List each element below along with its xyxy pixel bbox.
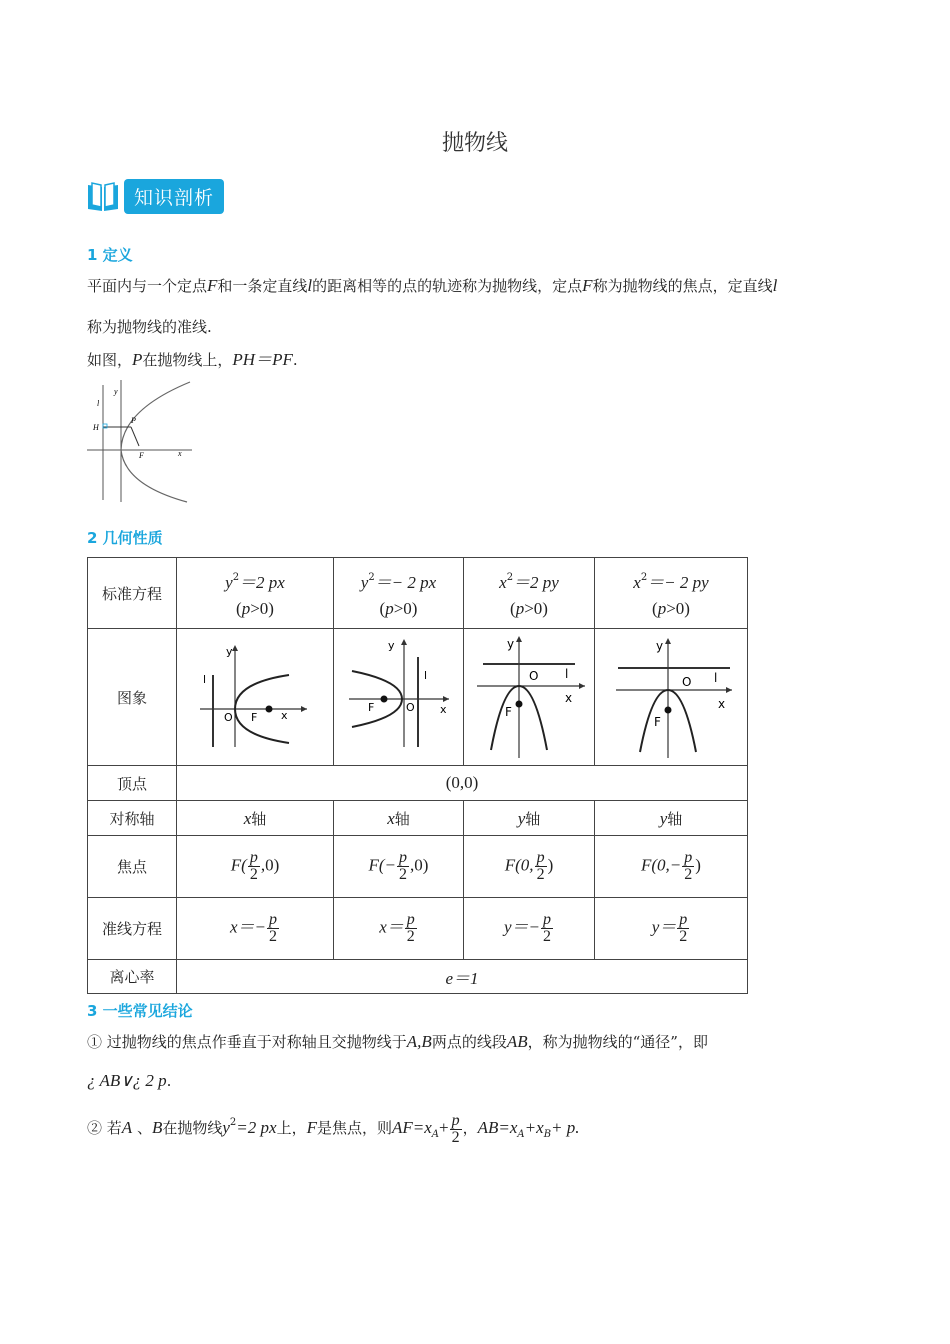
eccentricity-cell: e＝1 <box>177 960 748 994</box>
svg-text:F: F <box>505 705 512 719</box>
table-row-vertex <box>88 766 748 801</box>
definition-line-3: 如图，P在抛物线上，PH＝PF. <box>87 350 298 369</box>
conclusion-1-line-2: ¿ AB∨¿ 2 p. <box>87 1071 172 1090</box>
directrix-cell: y＝ $\frac{p}{2}$ <box>595 898 748 960</box>
parabola-up-graph <box>469 630 589 760</box>
equation-cell: $x^2=2$ py (p>0) <box>464 558 595 629</box>
directrix-cell: x＝ $\frac{p}{2}$ <box>334 898 464 960</box>
section-banner <box>86 178 224 214</box>
svg-text:F: F <box>139 451 144 460</box>
table-row-directrix <box>88 898 748 960</box>
svg-text:l: l <box>565 667 569 681</box>
svg-text:y: y <box>226 645 233 658</box>
section-heading-conclusions: 3 一些常见结论 <box>87 1002 193 1020</box>
row-header: 离心率 <box>88 960 177 994</box>
directrix-cell: y＝− $\frac{p}{2}$ <box>464 898 595 960</box>
focus-cell: F(− $\frac{p}{2}$ ,0) <box>334 836 464 898</box>
svg-text:x: x <box>439 703 447 716</box>
svg-text:l: l <box>714 671 718 685</box>
axis-cell: y轴 <box>464 801 595 836</box>
svg-text:y: y <box>387 639 395 652</box>
directrix-cell: x＝− $\frac{p}{2}$ <box>177 898 334 960</box>
definition-line-1: 平面内与一个定点F和一条定直线l的距离相等的点的轨迹称为抛物线，定点F称为抛物线的焦点，定直线l <box>87 276 778 295</box>
section-heading-definition: 1 定义 <box>87 246 133 264</box>
svg-text:x: x <box>565 691 573 705</box>
vertex-cell: (0,0) <box>177 766 748 801</box>
svg-text:O: O <box>224 711 233 724</box>
graph-cell <box>464 629 595 766</box>
row-header: 标准方程 <box>88 558 177 629</box>
definition-figure <box>87 380 197 505</box>
definition-line-2: 称为抛物线的准线. <box>87 318 212 336</box>
book-icon <box>86 179 120 213</box>
table-row-axis <box>88 801 748 836</box>
svg-text:P: P <box>131 416 136 425</box>
svg-text:F: F <box>251 711 258 724</box>
row-header: 准线方程 <box>88 898 177 960</box>
row-header: 对称轴 <box>88 801 177 836</box>
svg-text:x: x <box>281 709 288 722</box>
svg-text:l: l <box>203 673 207 686</box>
svg-text:O: O <box>682 675 692 689</box>
page-title: 抛物线 <box>441 131 508 156</box>
table-row-focus <box>88 836 748 898</box>
table-row-graph <box>88 629 748 766</box>
svg-text:y: y <box>114 387 118 396</box>
focus-cell: F(0, $\frac{p}{2}$ ) <box>464 836 595 898</box>
section-heading-properties: 2 几何性质 <box>87 529 163 547</box>
svg-text:O: O <box>405 701 415 714</box>
axis-cell: x轴 <box>177 801 334 836</box>
svg-text:x: x <box>718 697 726 711</box>
properties-table <box>87 557 748 994</box>
axis-cell: x轴 <box>334 801 464 836</box>
table-row-eccentricity <box>88 960 748 994</box>
conclusion-1-line-1: ① 过抛物线的焦点作垂直于对称轴且交抛物线于A,B两点的线段AB，称为抛物线的“通径”，即 <box>87 1032 708 1051</box>
graph-cell <box>595 629 748 766</box>
banner-label: 知识剖析 <box>124 179 224 214</box>
row-header: 焦点 <box>88 836 177 898</box>
svg-text:l: l <box>97 399 100 408</box>
graph-cell <box>334 629 464 766</box>
svg-text:O: O <box>529 669 539 683</box>
conclusion-2: ② 若A 、B在抛物线$y^2=2$ px上，F是焦点，则$AF=x_A+$ $\frac{p}{2}$ ，$AB=x_A+x_B+ p$. <box>87 1111 580 1146</box>
svg-text:F: F <box>654 715 661 729</box>
equation-cell: $y^2=2$ px (p>0) <box>177 558 334 629</box>
svg-text:y: y <box>656 639 664 653</box>
axis-cell: y轴 <box>595 801 748 836</box>
parabola-left-graph <box>344 635 454 755</box>
row-header: 顶点 <box>88 766 177 801</box>
svg-text:x: x <box>178 449 182 458</box>
svg-text:H: H <box>93 423 99 432</box>
parabola-right-graph <box>195 635 315 755</box>
row-header: 图象 <box>88 629 177 766</box>
svg-text:l: l <box>423 669 427 682</box>
table-row-equation <box>88 558 748 629</box>
graph-cell <box>177 629 334 766</box>
equation-cell: $x^2=- 2$ py (p>0) <box>595 558 748 629</box>
svg-text:y: y <box>507 637 515 651</box>
equation-cell: $y^2=- 2$ px (p>0) <box>334 558 464 629</box>
parabola-down-graph <box>606 630 736 760</box>
focus-cell: F( $\frac{p}{2}$ ,0) <box>177 836 334 898</box>
svg-text:F: F <box>367 701 374 714</box>
focus-cell: F(0,− $\frac{p}{2}$ ) <box>595 836 748 898</box>
